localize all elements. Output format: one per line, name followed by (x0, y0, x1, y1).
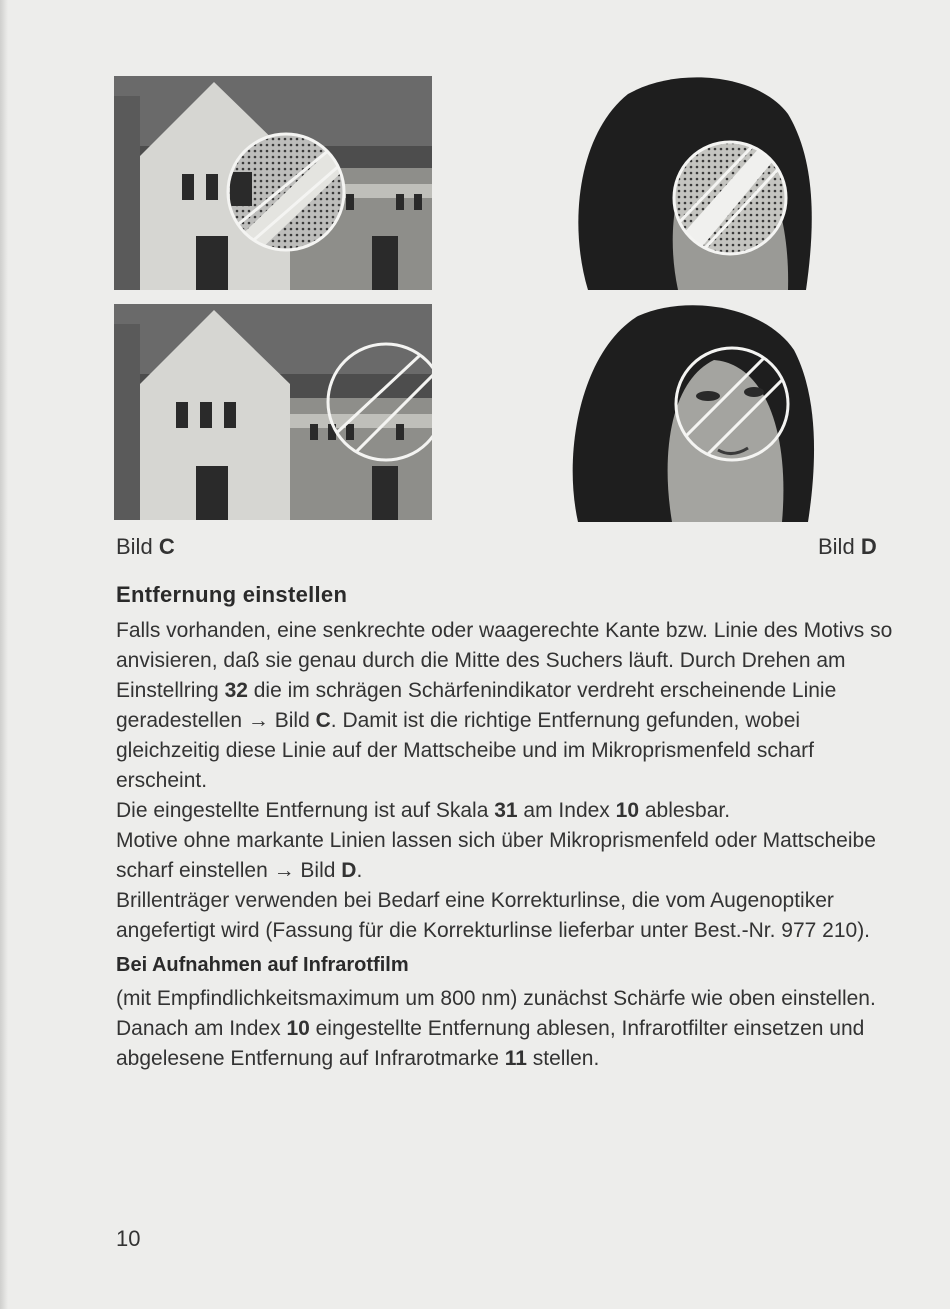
ref-number: 32 (224, 679, 248, 702)
photo-building-unfocused (114, 76, 432, 290)
text-run: . Damit ist die richtige Entfernung gefunden, wobei gleichzeitig diese Linie auf der Mattscheibe und im Mikroprismenfeld scharf erscheint. (116, 709, 815, 792)
ref-figure: D (341, 859, 357, 882)
ref-number: 10 (615, 799, 640, 822)
text-run: Die eingestellte Entfernung ist auf Skala (116, 799, 495, 822)
section-title-entfernung: Entfernung einstellen (116, 582, 348, 607)
photo-portrait-focused (568, 300, 818, 522)
caption-bild-d (818, 534, 877, 560)
paragraph-infrared (116, 984, 896, 1074)
page-edge (0, 0, 8, 1309)
ref-number: 10 (286, 1017, 310, 1040)
text-run: ablesbar. (639, 799, 731, 822)
ref-figure: C (315, 709, 331, 732)
section-title-infrarot: Bei Aufnahmen auf Infrarotfilm (116, 954, 409, 976)
ref-number: 31 (494, 799, 518, 822)
text-run: die im schrägen Schärfenindikator verdreht erscheinende Linie geradestellen → Bild (116, 679, 837, 732)
paragraph-scale (116, 796, 896, 826)
text-run: (mit Empfindlichkeitsmaximum um 800 nm) zunächst Schärfe wie oben einstellen. Danach am Index (116, 987, 876, 1040)
paragraph-glasses: Brillenträger verwenden bei Bedarf eine Korrekturlinse, die vom Augenoptiker angefertigt wird (Fassung für die Korrekturlinse lieferbar unter Best.-Nr. 977 210). (116, 889, 871, 942)
paragraph-microprism (116, 826, 896, 886)
text-run: Motive ohne markante Linien lassen sich über Mikroprismenfeld oder Mattscheibe scharf einstellen → Bild (116, 829, 876, 882)
text-run: am Index (517, 799, 616, 822)
text-run: . (356, 859, 363, 882)
caption-bild-c (116, 534, 175, 560)
caption-right-prefix: Bild (818, 534, 855, 559)
page-number: 10 (116, 1226, 141, 1251)
caption-right-letter: D (860, 534, 877, 559)
paragraph-focus-instructions (116, 616, 896, 796)
text-run: stellen. (526, 1047, 600, 1070)
body-text (116, 580, 896, 1074)
text-run: Falls vorhanden, eine senkrechte oder waagerechte Kante bzw. Linie des Motivs so anvisieren, daß sie genau durch die Mitte des Suchers läuft. Durch Drehen am Einstellring (116, 619, 893, 702)
ref-number: 11 (504, 1047, 527, 1070)
photo-building-focused (114, 304, 432, 520)
photo-portrait-unfocused (568, 74, 818, 290)
text-run: eingestellte Entfernung ablesen, Infrarotfilter einsetzen und abgelesene Entfernung auf Infrarotmarke (116, 1017, 865, 1070)
caption-left-prefix: Bild (116, 534, 153, 559)
caption-left-letter: C (158, 534, 175, 559)
